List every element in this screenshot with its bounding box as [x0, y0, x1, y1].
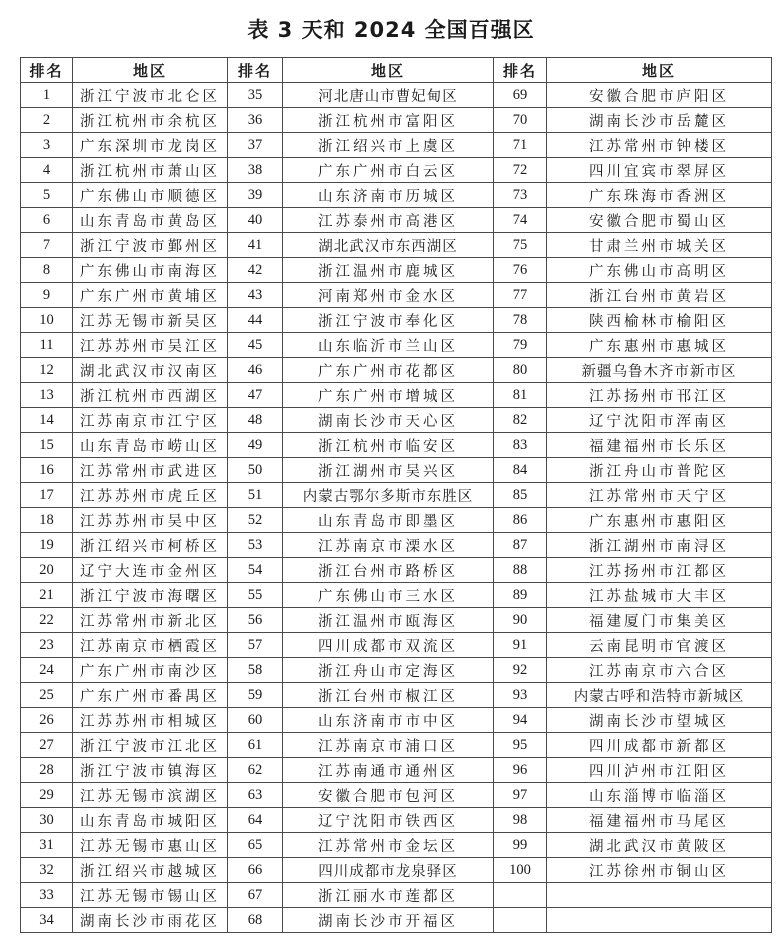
- region-cell: 江苏徐州市铜山区: [547, 858, 772, 883]
- rank-cell: 81: [494, 383, 547, 408]
- region-cell: 浙江宁波市鄞州区: [73, 233, 228, 258]
- header-region-1: 地区: [73, 58, 228, 83]
- rank-cell: 84: [494, 458, 547, 483]
- table-row: [21, 408, 772, 433]
- rank-cell: 75: [494, 233, 547, 258]
- region-cell: 福建厦门市集美区: [547, 608, 772, 633]
- rank-cell: 63: [228, 783, 283, 808]
- table-row: [21, 883, 772, 908]
- table-row: [21, 258, 772, 283]
- region-cell: 广东广州市白云区: [283, 158, 494, 183]
- region-cell: 四川宜宾市翠屏区: [547, 158, 772, 183]
- table-row: [21, 333, 772, 358]
- header-rank-2: 排名: [228, 58, 283, 83]
- rank-cell: 89: [494, 583, 547, 608]
- rank-cell: 33: [21, 883, 73, 908]
- region-cell: 四川成都市新都区: [547, 733, 772, 758]
- rank-cell: 67: [228, 883, 283, 908]
- rank-cell: 42: [228, 258, 283, 283]
- region-cell: 浙江宁波市北仑区: [73, 83, 228, 108]
- table-row: [21, 533, 772, 558]
- rank-cell: 54: [228, 558, 283, 583]
- region-cell: 江苏南京市六合区: [547, 658, 772, 683]
- rank-cell: 70: [494, 108, 547, 133]
- table-row: [21, 683, 772, 708]
- rank-cell: 64: [228, 808, 283, 833]
- region-cell: 江苏苏州市相城区: [73, 708, 228, 733]
- rank-cell: 69: [494, 83, 547, 108]
- rank-cell: 8: [21, 258, 73, 283]
- region-cell: 江苏南京市栖霞区: [73, 633, 228, 658]
- table-row: [21, 383, 772, 408]
- region-cell: [547, 883, 772, 908]
- region-cell: 山东淄博市临淄区: [547, 783, 772, 808]
- rank-cell: 80: [494, 358, 547, 383]
- region-cell: 广东广州市南沙区: [73, 658, 228, 683]
- region-cell: 浙江杭州市余杭区: [73, 108, 228, 133]
- region-cell: 广东佛山市高明区: [547, 258, 772, 283]
- rank-cell: 78: [494, 308, 547, 333]
- rank-cell: 39: [228, 183, 283, 208]
- rank-cell: 85: [494, 483, 547, 508]
- rank-cell: 31: [21, 833, 73, 858]
- rank-cell: 44: [228, 308, 283, 333]
- region-cell: 浙江绍兴市上虞区: [283, 133, 494, 158]
- rank-cell: 96: [494, 758, 547, 783]
- rank-cell: 100: [494, 858, 547, 883]
- ranking-table: [20, 57, 772, 933]
- region-cell: 浙江温州市鹿城区: [283, 258, 494, 283]
- rank-cell: 49: [228, 433, 283, 458]
- region-cell: 山东青岛市崂山区: [73, 433, 228, 458]
- rank-cell: 58: [228, 658, 283, 683]
- rank-cell: 87: [494, 533, 547, 558]
- region-cell: 江苏常州市钟楼区: [547, 133, 772, 158]
- table-row: [21, 208, 772, 233]
- rank-cell: 88: [494, 558, 547, 583]
- region-cell: 内蒙古鄂尔多斯市东胜区: [283, 483, 494, 508]
- region-cell: 湖北武汉市汉南区: [73, 358, 228, 383]
- rank-cell: 3: [21, 133, 73, 158]
- rank-cell: 20: [21, 558, 73, 583]
- rank-cell: 68: [228, 908, 283, 933]
- region-cell: 辽宁沈阳市浑南区: [547, 408, 772, 433]
- table-row: [21, 708, 772, 733]
- rank-cell: 35: [228, 83, 283, 108]
- region-cell: 浙江杭州市萧山区: [73, 158, 228, 183]
- region-cell: 浙江台州市椒江区: [283, 683, 494, 708]
- rank-cell: 45: [228, 333, 283, 358]
- region-cell: 江苏扬州市邗江区: [547, 383, 772, 408]
- region-cell: 广东佛山市顺德区: [73, 183, 228, 208]
- table-row: [21, 283, 772, 308]
- rank-cell: 98: [494, 808, 547, 833]
- region-cell: 江苏泰州市高港区: [283, 208, 494, 233]
- rank-cell: 55: [228, 583, 283, 608]
- rank-cell: 83: [494, 433, 547, 458]
- table-body: [21, 83, 772, 933]
- rank-cell: 73: [494, 183, 547, 208]
- table-row: [21, 733, 772, 758]
- table-row: [21, 483, 772, 508]
- region-cell: 四川泸州市江阳区: [547, 758, 772, 783]
- region-cell: [547, 908, 772, 933]
- table-row: [21, 433, 772, 458]
- region-cell: 广东佛山市南海区: [73, 258, 228, 283]
- rank-cell: 36: [228, 108, 283, 133]
- region-cell: 浙江舟山市定海区: [283, 658, 494, 683]
- rank-cell: 27: [21, 733, 73, 758]
- rank-cell: 18: [21, 508, 73, 533]
- region-cell: 江苏苏州市吴江区: [73, 333, 228, 358]
- region-cell: 浙江舟山市普陀区: [547, 458, 772, 483]
- region-cell: 广东惠州市惠阳区: [547, 508, 772, 533]
- rank-cell: 10: [21, 308, 73, 333]
- rank-cell: 60: [228, 708, 283, 733]
- header-region-3: 地区: [547, 58, 772, 83]
- region-cell: 江苏无锡市锡山区: [73, 883, 228, 908]
- region-cell: 浙江湖州市南浔区: [547, 533, 772, 558]
- region-cell: 广东珠海市香洲区: [547, 183, 772, 208]
- region-cell: 江苏苏州市虎丘区: [73, 483, 228, 508]
- region-cell: 江苏扬州市江都区: [547, 558, 772, 583]
- rank-cell: 21: [21, 583, 73, 608]
- region-cell: 四川成都市龙泉驿区: [283, 858, 494, 883]
- rank-cell: 48: [228, 408, 283, 433]
- region-cell: 广东佛山市三水区: [283, 583, 494, 608]
- rank-cell: 57: [228, 633, 283, 658]
- table-title: 表 3 天和 2024 全国百强区: [247, 18, 535, 42]
- header-region-2: 地区: [283, 58, 494, 83]
- rank-cell: 95: [494, 733, 547, 758]
- rank-cell: 34: [21, 908, 73, 933]
- rank-cell: 38: [228, 158, 283, 183]
- region-cell: 江苏无锡市新吴区: [73, 308, 228, 333]
- rank-cell: 19: [21, 533, 73, 558]
- region-cell: 江苏南京市溧水区: [283, 533, 494, 558]
- region-cell: 广东广州市花都区: [283, 358, 494, 383]
- table-row: [21, 158, 772, 183]
- rank-cell: 90: [494, 608, 547, 633]
- region-cell: 浙江宁波市海曙区: [73, 583, 228, 608]
- table-row: [21, 858, 772, 883]
- region-cell: 江苏苏州市吴中区: [73, 508, 228, 533]
- rank-cell: 25: [21, 683, 73, 708]
- region-cell: 浙江丽水市莲都区: [283, 883, 494, 908]
- rank-cell: 50: [228, 458, 283, 483]
- region-cell: 湖南长沙市雨花区: [73, 908, 228, 933]
- region-cell: 广东惠州市惠城区: [547, 333, 772, 358]
- region-cell: 浙江杭州市临安区: [283, 433, 494, 458]
- rank-cell: 7: [21, 233, 73, 258]
- rank-cell: 5: [21, 183, 73, 208]
- region-cell: 山东济南市市中区: [283, 708, 494, 733]
- rank-cell: 91: [494, 633, 547, 658]
- rank-cell: 28: [21, 758, 73, 783]
- region-cell: 河北唐山市曹妃甸区: [283, 83, 494, 108]
- rank-cell: 30: [21, 808, 73, 833]
- region-cell: 浙江台州市黄岩区: [547, 283, 772, 308]
- rank-cell: 15: [21, 433, 73, 458]
- region-cell: 浙江宁波市奉化区: [283, 308, 494, 333]
- table-row: [21, 508, 772, 533]
- table-row: [21, 83, 772, 108]
- rank-cell: 41: [228, 233, 283, 258]
- rank-cell: 97: [494, 783, 547, 808]
- region-cell: 江苏南通市通州区: [283, 758, 494, 783]
- table-row: [21, 233, 772, 258]
- region-cell: 山东青岛市城阳区: [73, 808, 228, 833]
- rank-cell: 12: [21, 358, 73, 383]
- region-cell: 江苏盐城市大丰区: [547, 583, 772, 608]
- region-cell: 浙江杭州市富阳区: [283, 108, 494, 133]
- rank-cell: 51: [228, 483, 283, 508]
- table-row: [21, 658, 772, 683]
- rank-cell: 99: [494, 833, 547, 858]
- rank-cell: 66: [228, 858, 283, 883]
- rank-cell: 94: [494, 708, 547, 733]
- region-cell: 安徽合肥市蜀山区: [547, 208, 772, 233]
- region-cell: 山东济南市历城区: [283, 183, 494, 208]
- rank-cell: 56: [228, 608, 283, 633]
- region-cell: 山东青岛市黄岛区: [73, 208, 228, 233]
- rank-cell: 17: [21, 483, 73, 508]
- rank-cell: 53: [228, 533, 283, 558]
- rank-cell: 93: [494, 683, 547, 708]
- region-cell: 湖南长沙市岳麓区: [547, 108, 772, 133]
- region-cell: 湖南长沙市天心区: [283, 408, 494, 433]
- region-cell: 广东广州市黄埔区: [73, 283, 228, 308]
- rank-cell: 79: [494, 333, 547, 358]
- table-row: [21, 558, 772, 583]
- region-cell: 湖南长沙市望城区: [547, 708, 772, 733]
- header-rank-3: 排名: [494, 58, 547, 83]
- rank-cell: 1: [21, 83, 73, 108]
- region-cell: 江苏无锡市惠山区: [73, 833, 228, 858]
- region-cell: 安徽合肥市庐阳区: [547, 83, 772, 108]
- rank-cell: 13: [21, 383, 73, 408]
- rank-cell: 52: [228, 508, 283, 533]
- region-cell: 浙江湖州市吴兴区: [283, 458, 494, 483]
- rank-cell: 71: [494, 133, 547, 158]
- table-row: [21, 608, 772, 633]
- rank-cell: 24: [21, 658, 73, 683]
- table-row: [21, 183, 772, 208]
- table-row: [21, 108, 772, 133]
- region-cell: 内蒙古呼和浩特市新城区: [547, 683, 772, 708]
- region-cell: 云南昆明市官渡区: [547, 633, 772, 658]
- rank-cell: 37: [228, 133, 283, 158]
- region-cell: 广东广州市番禺区: [73, 683, 228, 708]
- rank-cell: 47: [228, 383, 283, 408]
- rank-cell: 43: [228, 283, 283, 308]
- region-cell: 浙江绍兴市柯桥区: [73, 533, 228, 558]
- table-row: [21, 833, 772, 858]
- region-cell: 湖北武汉市黄陂区: [547, 833, 772, 858]
- table-row: [21, 458, 772, 483]
- rank-cell: 59: [228, 683, 283, 708]
- region-cell: 江苏常州市天宁区: [547, 483, 772, 508]
- region-cell: 安徽合肥市包河区: [283, 783, 494, 808]
- rank-cell: 4: [21, 158, 73, 183]
- table-row: [21, 583, 772, 608]
- region-cell: 辽宁大连市金州区: [73, 558, 228, 583]
- rank-cell: 62: [228, 758, 283, 783]
- region-cell: 江苏南京市江宁区: [73, 408, 228, 433]
- rank-cell: 86: [494, 508, 547, 533]
- region-cell: 新疆乌鲁木齐市新市区: [547, 358, 772, 383]
- region-cell: 浙江绍兴市越城区: [73, 858, 228, 883]
- rank-cell: 92: [494, 658, 547, 683]
- table-row: [21, 308, 772, 333]
- rank-cell: 23: [21, 633, 73, 658]
- region-cell: 福建福州市长乐区: [547, 433, 772, 458]
- table-row: [21, 633, 772, 658]
- rank-cell: [494, 883, 547, 908]
- region-cell: 浙江宁波市江北区: [73, 733, 228, 758]
- rank-cell: 74: [494, 208, 547, 233]
- rank-cell: 76: [494, 258, 547, 283]
- region-cell: 山东临沂市兰山区: [283, 333, 494, 358]
- rank-cell: 2: [21, 108, 73, 133]
- region-cell: 江苏常州市武进区: [73, 458, 228, 483]
- region-cell: 浙江温州市瓯海区: [283, 608, 494, 633]
- rank-cell: 9: [21, 283, 73, 308]
- rank-cell: 40: [228, 208, 283, 233]
- region-cell: 广东广州市增城区: [283, 383, 494, 408]
- region-cell: 湖南长沙市开福区: [283, 908, 494, 933]
- region-cell: 江苏无锡市滨湖区: [73, 783, 228, 808]
- region-cell: 浙江杭州市西湖区: [73, 383, 228, 408]
- rank-cell: 16: [21, 458, 73, 483]
- rank-cell: 46: [228, 358, 283, 383]
- region-cell: 浙江台州市路桥区: [283, 558, 494, 583]
- region-cell: 湖北武汉市东西湖区: [283, 233, 494, 258]
- region-cell: 河南郑州市金水区: [283, 283, 494, 308]
- rank-cell: 26: [21, 708, 73, 733]
- rank-cell: 6: [21, 208, 73, 233]
- table-row: [21, 758, 772, 783]
- table-row: [21, 358, 772, 383]
- region-cell: 陕西榆林市榆阳区: [547, 308, 772, 333]
- rank-cell: 82: [494, 408, 547, 433]
- region-cell: 浙江宁波市镇海区: [73, 758, 228, 783]
- table-row: [21, 908, 772, 933]
- region-cell: 辽宁沈阳市铁西区: [283, 808, 494, 833]
- rank-cell: 61: [228, 733, 283, 758]
- region-cell: 山东青岛市即墨区: [283, 508, 494, 533]
- region-cell: 江苏常州市新北区: [73, 608, 228, 633]
- region-cell: 江苏常州市金坛区: [283, 833, 494, 858]
- rank-cell: 65: [228, 833, 283, 858]
- region-cell: 江苏南京市浦口区: [283, 733, 494, 758]
- header-row: [21, 58, 772, 83]
- table-row: [21, 783, 772, 808]
- table-row: [21, 808, 772, 833]
- region-cell: 福建福州市马尾区: [547, 808, 772, 833]
- rank-cell: [494, 908, 547, 933]
- rank-cell: 14: [21, 408, 73, 433]
- rank-cell: 77: [494, 283, 547, 308]
- header-rank-1: 排名: [21, 58, 73, 83]
- region-cell: 四川成都市双流区: [283, 633, 494, 658]
- region-cell: 广东深圳市龙岗区: [73, 133, 228, 158]
- region-cell: 甘肃兰州市城关区: [547, 233, 772, 258]
- rank-cell: 29: [21, 783, 73, 808]
- table-row: [21, 133, 772, 158]
- rank-cell: 11: [21, 333, 73, 358]
- rank-cell: 32: [21, 858, 73, 883]
- rank-cell: 72: [494, 158, 547, 183]
- rank-cell: 22: [21, 608, 73, 633]
